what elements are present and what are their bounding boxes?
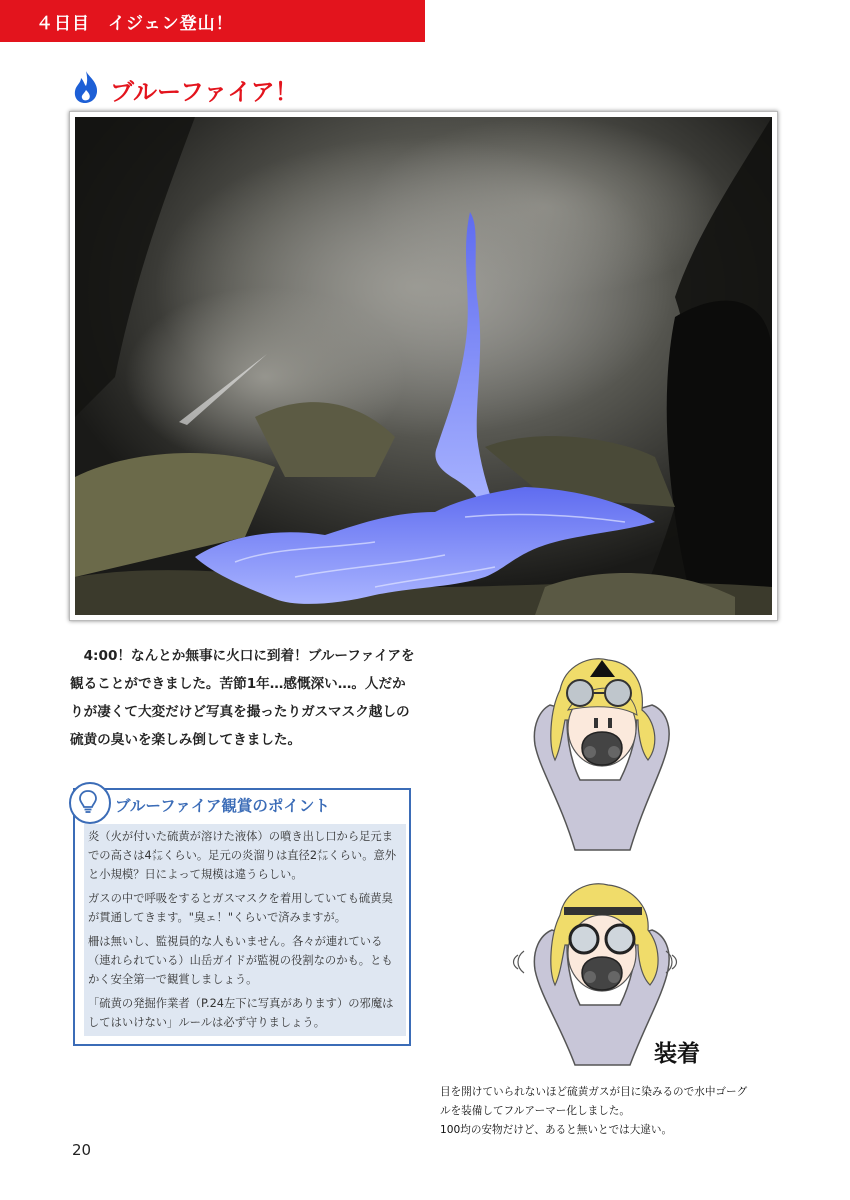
tips-paragraph: 「硫黄の発掘作業者（P.24左下に写真があります）の邪魔はしてはいけない」ルールは必ず守りましょう。 xyxy=(88,997,394,1029)
caption-line: 目を開けていられないほど硫黄ガスが目に染みるので水中ゴーグ xyxy=(440,1086,748,1098)
caption-line: 100均の安物だけど、あると無いとでは大違い。 xyxy=(440,1124,673,1136)
illustration-caption xyxy=(440,1083,800,1140)
tips-body xyxy=(84,824,406,1036)
blue-fire-photo-image xyxy=(75,117,772,615)
tips-paragraph: 柵は無いし、監視員的な人もいません。各々が連れている（連れられている）山岳ガイドが監視の役割なのかも。ともかく安全第一で観賞しましょう。 xyxy=(88,935,393,986)
tips-paragraph: ガスの中で呼吸をするとガスマスクを着用していても硫黄臭が貫通してきます。"臭ェ！"くらいで済みますが。 xyxy=(88,892,393,924)
caption-line: ルを装備してフルアーマー化しました。 xyxy=(440,1105,630,1117)
chapter-header-bar xyxy=(0,0,425,42)
blue-fire-photo xyxy=(69,111,778,621)
lightbulb-icon xyxy=(69,782,111,824)
tips-title: ブルーファイア観賞のポイント xyxy=(115,797,330,815)
section-title-text: ブルーファイア！ xyxy=(110,78,299,106)
equipped-label: 装着 xyxy=(654,1041,700,1067)
tips-box xyxy=(73,788,411,1046)
tips-paragraph: 炎（火が付いた硫黄が溶けた液体）の噴き出し口から足元までの高さは4㍍くらい。足元の炎溜りは直径2㍍くらい。意外と小規模？日によって規模は違うらしい。 xyxy=(88,830,397,881)
intro-paragraph: 4:00！なんとか無事に火口に到着！ブルーファイアを観ることができました。苦節1年…感慨深い…。人だかりが凄くて大変だけど写真を撮ったりガスマスク越しの硫黄の臭いを楽しみ倒してきました。 xyxy=(70,648,415,748)
character-illustration-1 xyxy=(520,650,680,860)
page-number: 20 xyxy=(72,1141,92,1159)
blue-flame-icon xyxy=(72,70,100,104)
chapter-header-label: ４日目 イジェン登山！ xyxy=(36,14,234,34)
